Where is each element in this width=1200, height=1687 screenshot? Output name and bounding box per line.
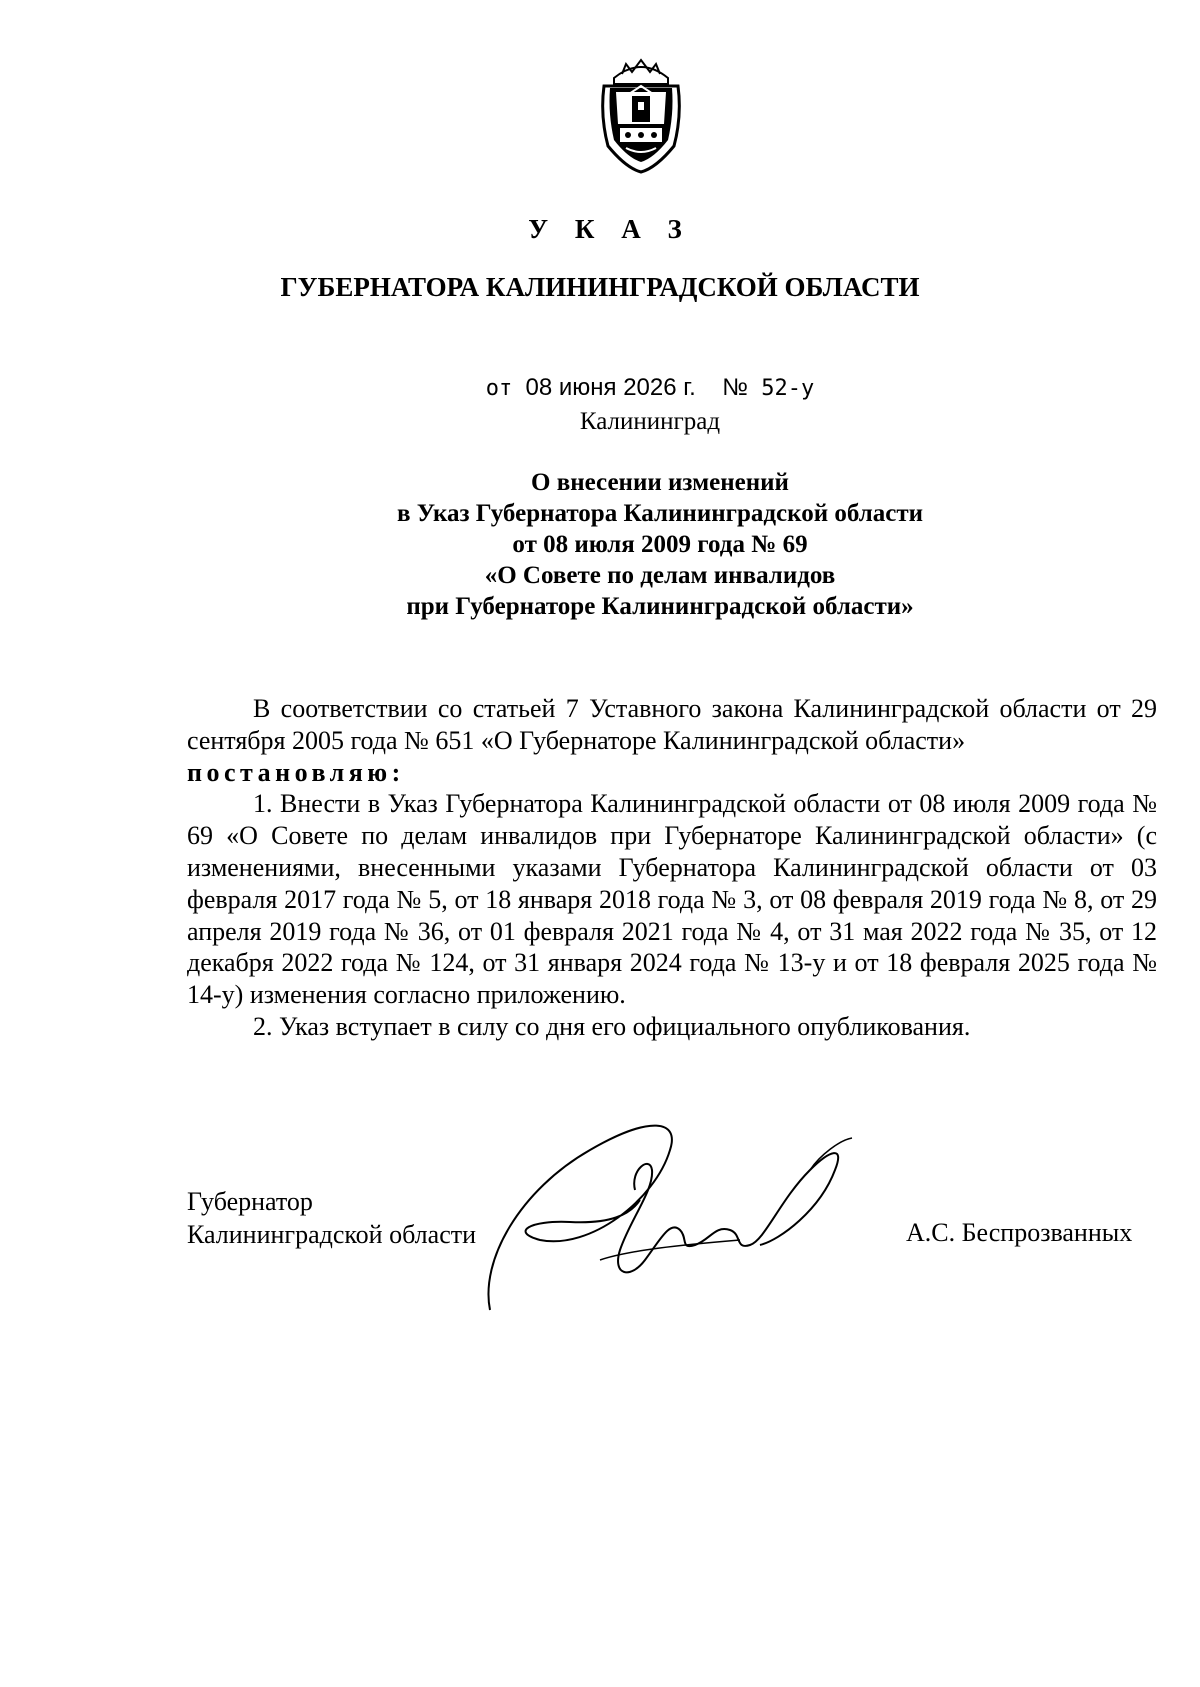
position-line: Губернатор	[187, 1187, 313, 1216]
date-prefix: от	[485, 376, 513, 401]
subject-line: от 08 июля 2009 года № 69	[512, 531, 808, 558]
subject-line: О внесении изменений	[531, 469, 789, 496]
signatory-name: А.С. Беспрозванных	[906, 1218, 1133, 1247]
signatory-position	[187, 1185, 476, 1251]
position-line: Калининградской области	[187, 1220, 477, 1249]
kaliningrad-coat-of-arms-icon	[596, 56, 686, 174]
subject-line: в Указ Губернатора Калининградской области	[396, 500, 924, 527]
decree-word: постановляю:	[187, 757, 405, 787]
subject-line: при Губернаторе Калининградской области»	[406, 593, 914, 620]
item-1: 1. Внести в Указ Губернатора Калининградской области от 08 июля 2009 года № 69 «О Совете по делам инвалидов при Губернаторе Калининградской области» (с изменениями, внесенными указами Губернатора Калининградской области от 03 февраля 2017 года № 5, от 18 января 2018 года № 3, от 08 февраля 2019 года № 8, от 29 апреля 2019 года № 36, от 01 февраля 2021 года № 4, от 31 мая 2022 года № 35, от 12 декабря 2022 года № 124, от 31 января 2024 года № 13-у и от 18 февраля 2025 года № 14-у) изменения согласно приложению.	[187, 789, 1157, 1010]
number-label: №	[722, 374, 748, 401]
city: Калининград	[579, 408, 721, 435]
handwritten-signature-icon	[480, 1110, 860, 1330]
decree-subject	[340, 467, 980, 622]
preamble: В соответствии со статьей 7 Уставного закона Калининградской области от 29 сентября 2005 года № 651 «О Губернаторе Калининградской области»	[187, 694, 1157, 755]
date-number-line	[0, 374, 1200, 402]
document-type: У К А З	[528, 214, 692, 244]
decree-date: 08 июня 2026 г.	[525, 374, 696, 401]
item-2: 2. Указ вступает в силу со дня его официального опубликования.	[253, 1011, 971, 1041]
decree-number: 52-у	[761, 376, 815, 401]
subject-line: «О Совете по делам инвалидов	[484, 562, 836, 589]
decree-body	[187, 693, 1157, 1043]
issuer-title: ГУБЕРНАТОРА КАЛИНИНГРАДСКОЙ ОБЛАСТИ	[280, 272, 920, 302]
